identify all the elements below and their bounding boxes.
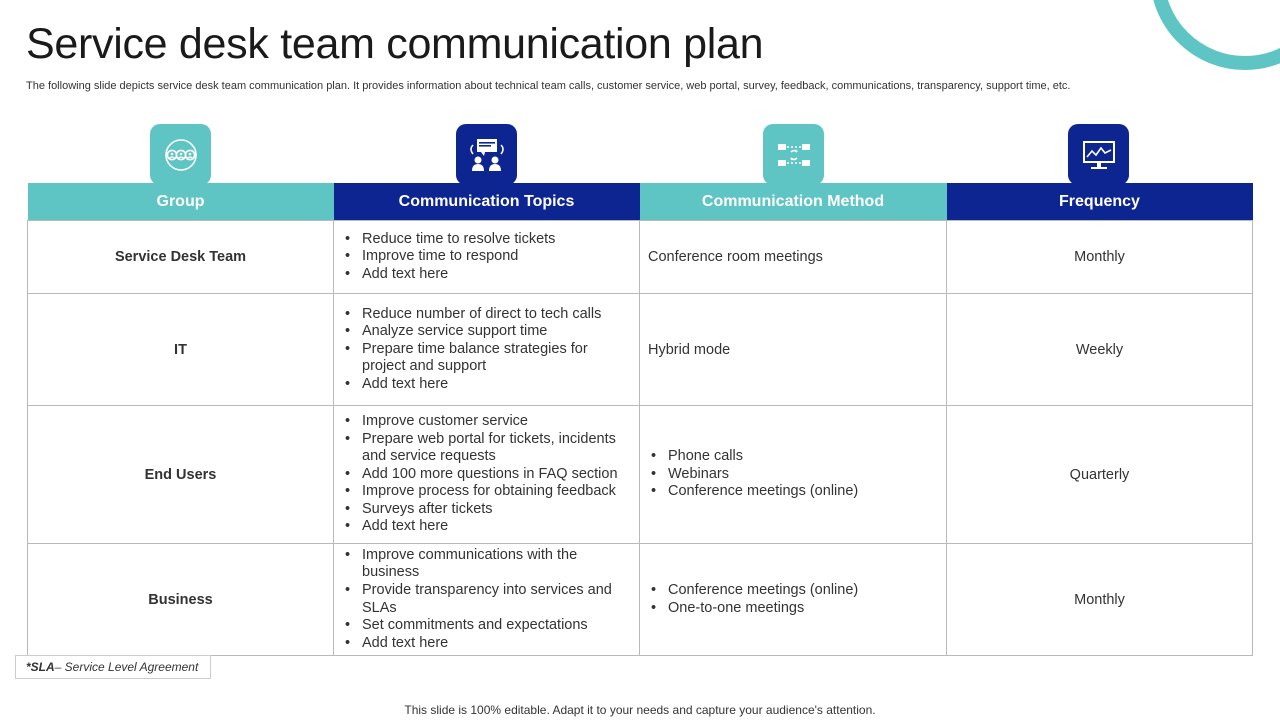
topic-item: • Surveys after tickets [362,501,631,519]
decorative-arc [1150,0,1280,70]
topic-item: • Set commitments and expectations [362,617,631,635]
methods-list [648,582,938,617]
topics-cell [334,294,640,406]
frequency-cell: Monthly [947,544,1253,656]
topics-cell [334,544,640,656]
table-row [28,294,1253,406]
method-cell [640,544,947,656]
header-group: Group [28,183,334,221]
network-exchange-icon [763,124,824,185]
topic-item: • Add text here [362,376,631,394]
topics-list [342,547,631,653]
header-communication-method: Communication Method [640,183,947,221]
frequency-cell: Quarterly [947,406,1253,544]
group-cell: End Users [28,406,334,544]
topic-item: • Improve communications with the business [362,547,631,582]
topics-cell [334,221,640,294]
sla-term: *SLA [26,660,55,674]
topic-item: • Reduce number of direct to tech calls [362,306,631,324]
topic-item: • Provide transparency into services and SLAs [362,582,631,617]
topic-item: • Add 100 more questions in FAQ section [362,466,631,484]
method-cell [640,406,947,544]
topics-cell [334,406,640,544]
group-cell: Service Desk Team [28,221,334,294]
topic-item: • Improve customer service [362,413,631,431]
method-item: • One-to-one meetings [668,600,938,618]
communication-plan-table [27,183,1253,656]
monitor-chart-icon [1068,124,1129,185]
sla-note [15,655,211,679]
methods-list [648,448,938,501]
method-item: • Phone calls [668,448,938,466]
method-cell: Hybrid mode [640,294,947,406]
header-communication-topics: Communication Topics [334,183,640,221]
topic-item: • Prepare time balance strategies for project and support [362,341,631,376]
header-frequency: Frequency [947,183,1253,221]
topic-item: • Analyze service support time [362,323,631,341]
method-cell: Conference room meetings [640,221,947,294]
topics-list [342,306,631,394]
table-row [28,221,1253,294]
topic-item: • Add text here [362,635,631,653]
topic-item: • Reduce time to resolve tickets [362,231,631,249]
method-item: • Conference meetings (online) [668,483,938,501]
method-item: • Conference meetings (online) [668,582,938,600]
frequency-cell: Weekly [947,294,1253,406]
frequency-cell: Monthly [947,221,1253,294]
method-item: • Webinars [668,466,938,484]
slide-subtitle: The following slide depicts service desk team communication plan. It provides information about technical team calls, customer service, web portal, survey, feedback, communications, transparency, support time, etc. [26,80,1071,92]
topic-item: • Improve time to respond [362,248,631,266]
topic-item: • Prepare web portal for tickets, incidents and service requests [362,431,631,466]
topics-list [342,413,631,536]
slide-title: Service desk team communication plan [26,20,764,68]
topic-item: • Add text here [362,518,631,536]
topic-item: • Improve process for obtaining feedback [362,483,631,501]
topics-list [342,231,631,284]
group-cell: IT [28,294,334,406]
topic-item: • Add text here [362,266,631,284]
sla-definition: – Service Level Agreement [54,660,199,674]
table-row [28,406,1253,544]
table-row [28,544,1253,656]
group-cell: Business [28,544,334,656]
group-people-icon [150,124,211,185]
footer-note: This slide is 100% editable. Adapt it to your needs and capture your audience's attention. [404,703,876,717]
discussion-icon [456,124,517,185]
